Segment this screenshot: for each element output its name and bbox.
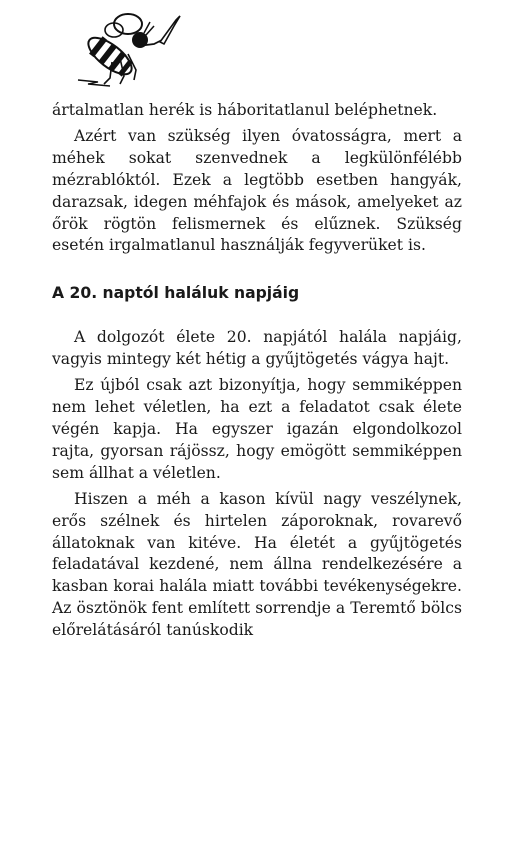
paragraph: ártalmatlan herék is háboritatlanul beléphetnek. [52, 101, 438, 119]
page-text [52, 100, 462, 642]
section-title: A 20. naptól haláluk napjáig [52, 284, 300, 303]
knife-icon [160, 16, 180, 44]
paragraph: Ez újból csak azt bizonyítja, hogy semmiképpen nem lehet véletlen, ha ezt a feladatot csak élete végén kapja. Ha egyszer igazán elgondolkozol rajta, gyorsan rájössz, hogy emögött semmiképpen sem állhat a véletlen. [52, 376, 462, 482]
paragraph: Azért van szükség ilyen óvatosságra, mert a méhek sokat szenvednek a legkülönfélébb mézrablóktól. Ezek a legtöbb esetben hangyák, darazsak, idegen méhfajok és mások, amelyeket az őrök rögtön felismernek és elűznek. Szükség esetén irgalmatlanul használják fegyverüket is. [52, 126, 462, 255]
paragraph: Hiszen a méh a kason kívül nagy veszélynek, erős szélnek és hirtelen záporoknak, rovarevő állatoknak van kitéve. Ha életét a gyűjtögetés feladatával kezdené, nem állna rendelkezésére a kasban korai halála miatt további tevékenységekre. Az ösztönök fent említett sorrendje a Teremtő bölcs előrelátásáról tanúskodik [52, 489, 462, 640]
bee-illustration [58, 10, 188, 88]
paragraph: A dolgozót élete 20. napjától halála napjáig, vagyis mintegy két hétig a gyűjtögetés vágya hajt. [52, 328, 462, 369]
